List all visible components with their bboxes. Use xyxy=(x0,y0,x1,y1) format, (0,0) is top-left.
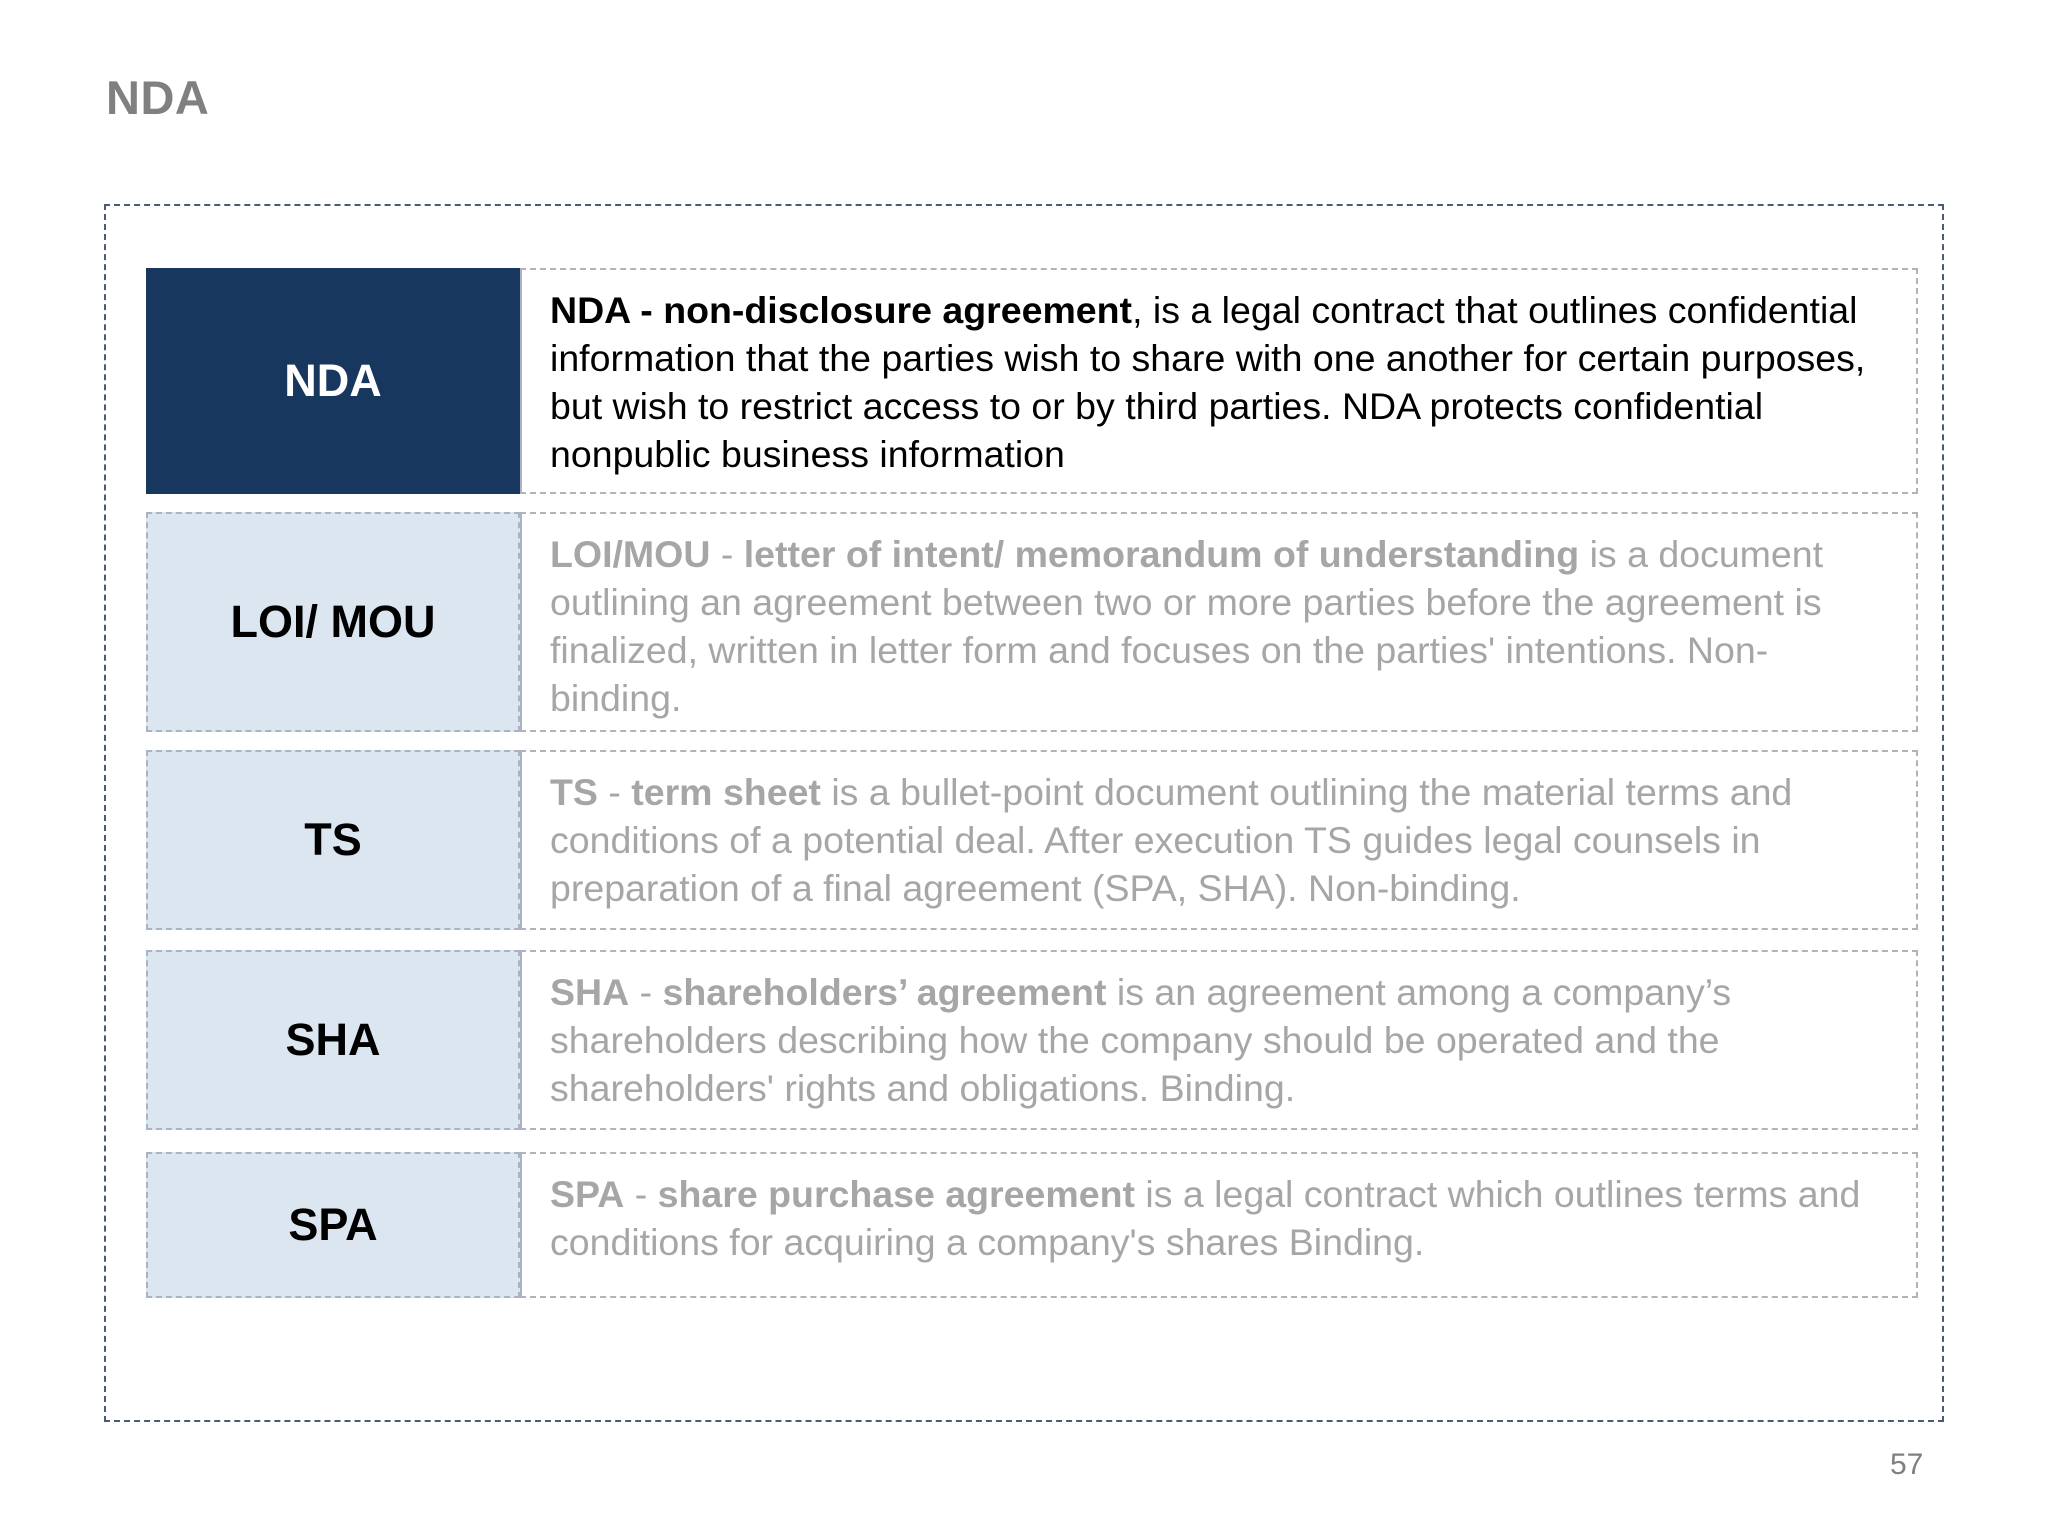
description-ts xyxy=(520,750,1918,930)
description-full-name: term sheet xyxy=(631,771,821,813)
term-ts: TS xyxy=(146,750,520,930)
description-text: is a document outlining an agreement between two or more parties before the agreement is finalized, written in letter form and focuses on the parties' intentions. Non-binding. xyxy=(550,533,1824,719)
description-nda xyxy=(520,268,1918,494)
description-sha xyxy=(520,950,1918,1130)
description-separator: - xyxy=(629,971,663,1013)
description-text: is a legal contract which outlines terms and conditions for acquiring a company's shares Binding. xyxy=(550,1173,1861,1263)
description-full-name: letter of intent/ memorandum of understanding xyxy=(743,533,1580,575)
description-lead: SPA xyxy=(550,1173,625,1215)
term-sha: SHA xyxy=(146,950,520,1130)
description-lead: TS xyxy=(550,771,598,813)
row-nda xyxy=(146,268,1918,494)
description-text: is a bullet-point document outlining the material terms and conditions of a potential deal. After execution TS guides legal counsels in preparation of a final agreement (SPA, SHA). Non-binding. xyxy=(550,771,1793,909)
row-sha xyxy=(146,950,1918,1130)
description-full-name: non-disclosure agreement xyxy=(663,289,1133,331)
description-spa xyxy=(520,1152,1918,1298)
row-spa xyxy=(146,1152,1918,1298)
description-separator: - xyxy=(597,771,632,813)
page-number: 57 xyxy=(1890,1448,1924,1481)
row-ts xyxy=(146,750,1918,930)
description-loi-mou xyxy=(520,512,1918,732)
page-title: NDA xyxy=(106,71,210,124)
description-lead: SHA xyxy=(550,971,630,1013)
description-text: is an agreement among a company’s shareholders describing how the company should be operated and the shareholders' rights and obligations. Binding. xyxy=(550,971,1732,1109)
description-full-name: shareholders’ agreement xyxy=(662,971,1107,1013)
description-lead: LOI/MOU xyxy=(550,533,711,575)
description-text: , is a legal contract that outlines confidential information that the parties wish to share with one another for certain purposes, but wish to restrict access to or by third parties. NDA protects confidential nonpublic business information xyxy=(550,289,1866,475)
description-separator: - xyxy=(710,533,744,575)
description-separator: - xyxy=(624,1173,658,1215)
term-nda: NDA xyxy=(146,268,520,494)
term-loi-mou: LOI/ MOU xyxy=(146,512,520,732)
description-full-name: share purchase agreement xyxy=(657,1173,1135,1215)
description-separator: - xyxy=(629,289,664,331)
term-spa: SPA xyxy=(146,1152,520,1298)
description-lead: NDA xyxy=(550,289,630,331)
row-loi-mou xyxy=(146,512,1918,732)
